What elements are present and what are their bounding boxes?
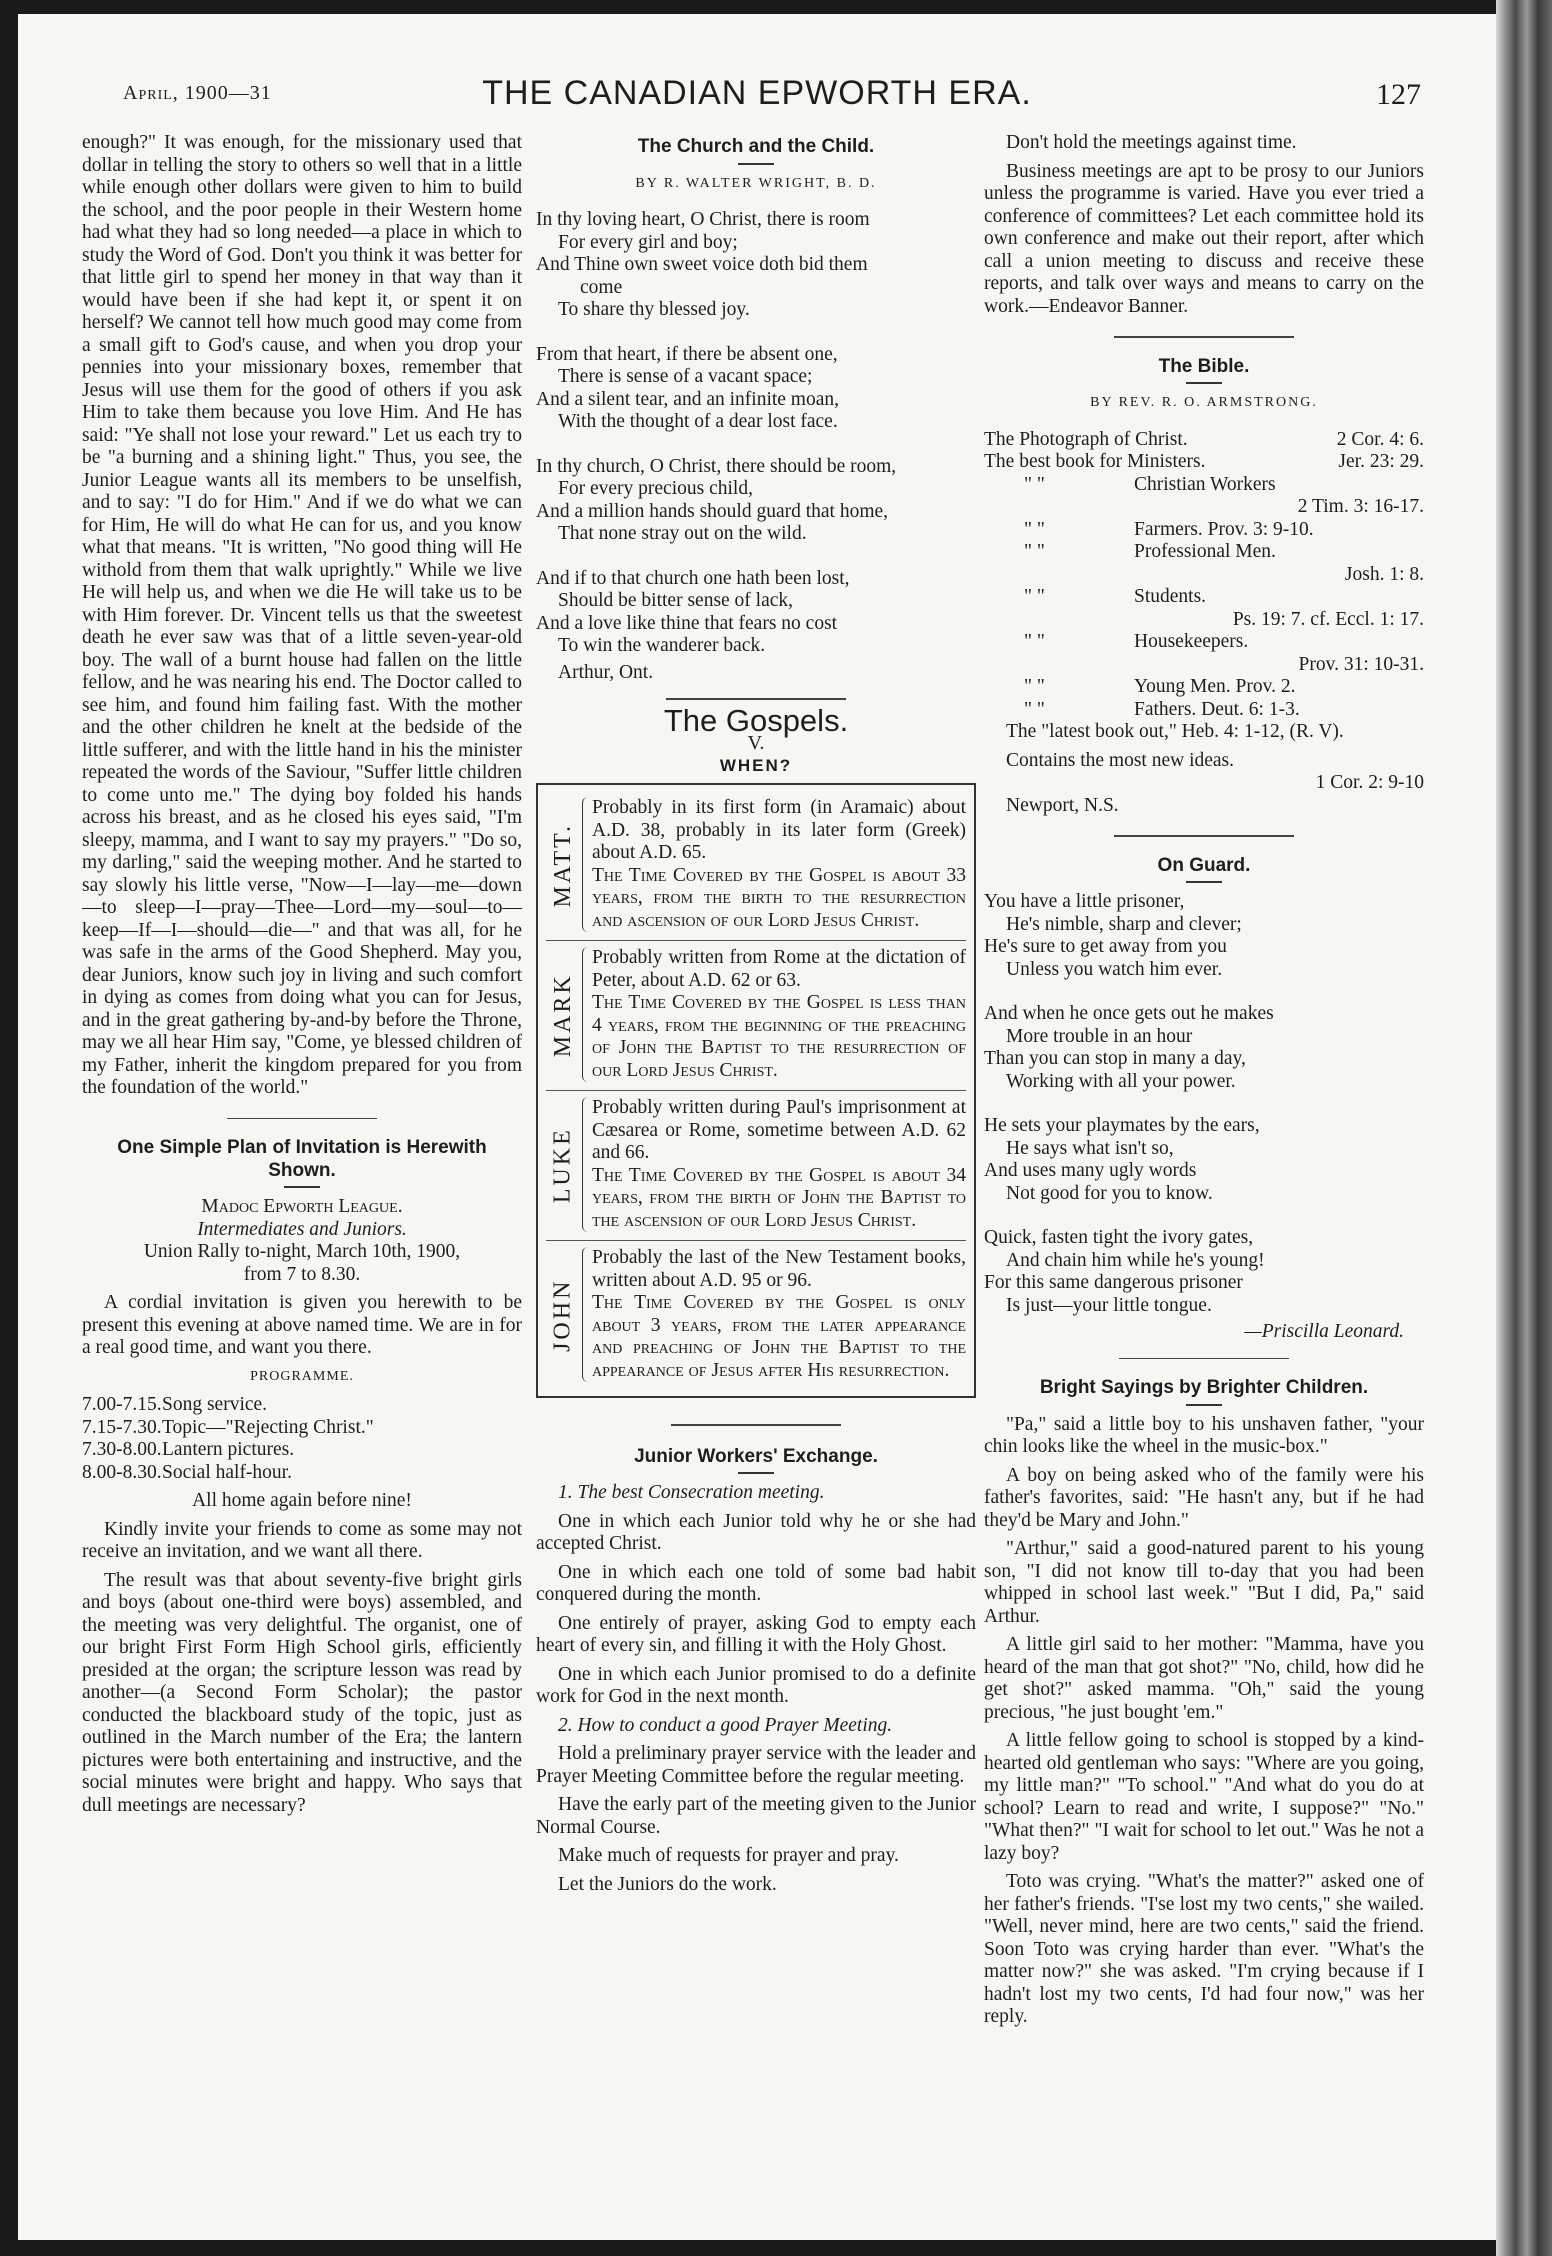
bible-row: " " Students. (1024, 586, 1207, 607)
jwe-paragraph: Have the early part of the meeting given to the Junior Normal Course. (536, 1794, 976, 1838)
bible-byline: BY REV. R. O. ARMSTRONG. (1090, 395, 1318, 410)
divider (738, 1472, 774, 1474)
gospel-mark (546, 941, 966, 1091)
bright-title: Bright Sayings by Brighter Children. (1039, 1377, 1369, 1398)
bible-row: 2 Tim. 3: 16-17. (1297, 496, 1424, 517)
league-sub: Intermediates and Juniors. (197, 1218, 407, 1240)
home-again: All home again before nine! (192, 1490, 412, 1511)
poem-byline: BY R. WALTER WRIGHT, B. D. (635, 175, 877, 191)
divider (1186, 382, 1222, 384)
bible-list (984, 429, 1424, 722)
kindly-text: Kindly invite your friends to come as some may not receive an invitation, and we want all there. (82, 1518, 522, 1562)
bible-row: The best book for Ministers. Jer. 23: 29. (984, 451, 1424, 472)
programme-item: 7.15-7.30. Topic—"Rejecting Christ." (82, 1416, 374, 1438)
jwe-paragraph: One in which each Junior promised to do a definite work for God in the next month. (536, 1663, 976, 1707)
column-middle (536, 132, 976, 1902)
gospel-written: Probably in its first form (in Aramaic) about A.D. 38, probably in its later form (Greek) about A.D. 65. (592, 797, 966, 863)
divider (1114, 835, 1294, 837)
divider (738, 163, 774, 165)
bright-saying: "Pa," said a little boy to his unshaven father, "your chin looks like the wheel in the music-box." (984, 1413, 1424, 1457)
jwe-paragraph: One entirely of prayer, asking God to empty each heart of every sin, and filling it with the Holy Ghost. (536, 1612, 976, 1656)
gospel-name: MARK (549, 973, 576, 1058)
bright-saying: A little girl said to her mother: "Mamma, have you heard of the man that got shot?" "No, child, how did he get shot?" asked mamma. "Oh," said the young precious, "he just bought 'em." (984, 1634, 1424, 1723)
guard-stanza: You have a little prisoner, He's nimble, sharp and clever; He's sure to get away from you Unless you watch him ever. (984, 891, 1242, 980)
gospel-luke (546, 1091, 966, 1241)
column-left (82, 132, 522, 1823)
gospels-table (536, 783, 976, 1398)
divider (1114, 336, 1294, 338)
bible-row: Ps. 19: 7. cf. Eccl. 1: 17. (1232, 608, 1424, 630)
poem-stanza: In thy loving heart, O Christ, there is room For every girl and boy; And Thine own sweet voice doth bid them come To share thy blessed joy. (536, 209, 870, 320)
result-text: The result was that about seventy-five bright girls and boys (about one-third were boys) assembled, and the meeting was very delightful. The organist, one of our bright First Form High School girls, efficiently presided at the organ; the scripture lesson was read by another—(a Second Form Scholar); the pastor conducted the blackboard study of the topic, just as outlined in the March number of the Era; the lantern pictures were both entertaining and instructive, and the social minutes were bright and happy. Who says that dull meetings are necessary? (82, 1569, 522, 1816)
book-spine (1496, 0, 1552, 2256)
missionary-story: enough?" It was enough, for the missionary used that dollar in telling the story to others so well that in a little while enough other dollars were given to him to build the school, and the poor people in their Western home had what they had so long needed—a place in which to study the Word of God. Don't you think it was better for that little girl to spend her money in that way than it would have been if she had kept it, or spent it on herself? We cannot tell how much good may come from a small gift to God's cause, and when you drop your pennies into your missionary boxes, remember that Jesus will use them for the good of others if you ask Him to take them because you love Him. And He has said: "Ye shall not lose your reward." Let us each try to be "a burning and a shining light." Thus, you see, the Junior League wants all its members to be unselfish, and to say: "I do for Him." And if we do what we can for Him, He will do what He can for us, and you know what that means. "It is written, "No good thing will He withold from them that walk uprightly." While we live He will help us, and when we die He will take us to be with Him forever. Dr. Vincent tells us that the sweetest death he ever saw was that of a little seven-year-old boy. The wall of a burnt house had fallen on the little fellow, and he was nearing his end. The Doctor called to see him, and found him failing fast. With the mother and the other children he knelt at the bedside of the little sufferer, and with the little hand in his the minister repeated the words of the Saviour, "Suffer little children to come unto me." The dying boy folded his hands across his breast, and as he closed his eyes said, "I'm sleepy, mamma, and I want to say my prayers." "Do so, my darling," said the weeping mother. And he started to say slowly his little verse, "Now—I—lay—me—down—to sleep—I—pray—Thee—Lord—my—soul—to—keep—If—I—should—die—" and that was all, for he was safe in the arms of the Good Shepherd. May you, dear Juniors, know such joy in living and such comfort in dying as comes from doing what you can for Jesus, and in the great gathering by-and-by before the Throne, may we all hear Him say, "Come, ye blessed children of my Father, inherit the kingdom prepared for you from the foundation of the world." (82, 132, 522, 1098)
issue-date: April, 1900—31 (123, 82, 272, 104)
page (18, 14, 1496, 2240)
gospels-number: V. (747, 732, 765, 754)
gospel-name: JOHN (549, 1278, 576, 1353)
guard-title: On Guard. (1157, 854, 1251, 876)
league-name: Madoc Epworth League. (201, 1196, 403, 1217)
poem-place: Arthur, Ont. (558, 661, 654, 683)
gospel-written: Probably written during Paul's imprisonment at Cæsarea or Rome, sometime between A.D. 62 and 66. (592, 1097, 966, 1163)
bright-saying: "Arthur," said a good-natured parent to his young son, "I did not know till to-day that you had been whipped in school last week." "But I did, Pa," said Arthur. (984, 1538, 1424, 1627)
poem-stanza: From that heart, if there be absent one, There is sense of a vacant space; And a silent tear, and an infinite moan, With the thought of a dear lost face. (536, 343, 840, 432)
bible-row: Josh. 1: 8. (1344, 563, 1424, 585)
page-number: 127 (1376, 78, 1421, 111)
bright-saying: A boy on being asked who of the family were his father's favorites, said: "He hasn't any, but if he had they'd be Mary and John." (984, 1464, 1424, 1531)
jwe-section-2: 2. How to conduct a good Prayer Meeting. (558, 1714, 893, 1736)
divider (1186, 1404, 1222, 1406)
programme-item: 7.00-7.15. Song service. (82, 1394, 268, 1415)
divider (227, 1118, 377, 1120)
column-right (984, 132, 1424, 2035)
jwe-title: Junior Workers' Exchange. (634, 1445, 878, 1467)
jwe-paragraph: One in which each one told of some bad habit conquered during the month. (536, 1561, 976, 1605)
gospel-covered: The Time Covered by the Gospel is about 33 years, from the birth to the resurrection and ascension of our Lord Jesus Christ. (592, 864, 966, 931)
gospel-covered: The Time Covered by the Gospel is only about 3 years, from the later appearance and preaching of John the Baptist to the appearance of Jesus after His resurrection. (592, 1292, 966, 1381)
jwe-paragraph: Make much of requests for prayer and pray. (558, 1845, 899, 1866)
programme-label: PROGRAMME. (250, 1368, 354, 1384)
bible-row: " " Housekeepers. (1024, 631, 1249, 652)
bible-row: " " Farmers. Prov. 3: 9-10. (1024, 518, 1314, 540)
invitation-heading: One Simple Plan of Invitation is Herewith Shown. (117, 1137, 487, 1181)
bible-title: The Bible. (1158, 355, 1250, 377)
magazine-title: THE CANADIAN EPWORTH ERA. (482, 74, 1032, 112)
page-header (58, 74, 1456, 118)
guard-stanza: And when he once gets out he makes More trouble in an hour Than you can stop in many a day, Working with all your power. (984, 1003, 1274, 1092)
meetings-para: Don't hold the meetings against time. (1006, 132, 1297, 153)
divider (1119, 1358, 1289, 1360)
bible-row: " " Young Men. Prov. 2. (1024, 676, 1296, 697)
jwe-paragraph: Hold a preliminary prayer service with the leader and Prayer Meeting Committee before the regular meeting. (536, 1743, 976, 1787)
poem-stanza: In thy church, O Christ, there should be room, For every precious child, And a million hands should guard that home, That none stray out on the wild. (536, 455, 897, 544)
divider (666, 698, 846, 700)
divider (671, 1424, 841, 1426)
programme-item: 7.30-8.00. Lantern pictures. (82, 1439, 295, 1460)
poem-title: The Church and the Child. (637, 136, 875, 157)
gospel-name: LUKE (549, 1127, 576, 1204)
gospels-when: WHEN? (719, 755, 793, 775)
gospel-written: Probably the last of the New Testament books, written about A.D. 95 or 96. (592, 1247, 966, 1291)
jwe-paragraph: Let the Juniors do the work. (558, 1873, 777, 1895)
bible-row: " " Christian Workers (1024, 473, 1276, 495)
bible-row: " " Professional Men. (1024, 541, 1276, 562)
bible-row: The Photograph of Christ. 2 Cor. 4: 6. (984, 428, 1424, 450)
gospel-covered: The Time Covered by the Gospel is less than 4 years, from the beginning of the preaching of John the Baptist to the resurrection of our Lord Jesus Christ. (592, 992, 966, 1081)
jwe-paragraph: One in which each Junior told why he or she had accepted Christ. (536, 1510, 976, 1554)
divider (1186, 881, 1222, 883)
guard-stanza: He sets your playmates by the ears, He says what isn't so, And uses many ugly words Not good for you to know. (984, 1115, 1260, 1204)
rally-line-1: Union Rally to-night, March 10th, 1900, (143, 1241, 461, 1262)
bright-saying: Toto was crying. "What's the matter?" asked one of her father's friends. "I'se lost my two cents," she wailed. "Well, never mind, here are two cents," said the friend. Soon Toto was crying harder than ever. "What's the matter now?" she was asked. "I'm crying because if I hadn't lost my two cents, I'd had four now," was her reply. (984, 1871, 1424, 2027)
divider (284, 1186, 320, 1188)
bible-row: " " Fathers. Deut. 6: 1-3. (1024, 698, 1300, 720)
gospel-john (546, 1241, 966, 1390)
invitation-text: A cordial invitation is given you herewith to be present this evening at above named time. We are in for a real good time, and want you there. (82, 1292, 522, 1358)
gospel-matthew (546, 791, 966, 941)
bible-newest-ref: 1 Cor. 2: 9-10 (1315, 772, 1424, 793)
bible-latest: The "latest book out," Heb. 4: 1-12, (R. V). (1006, 721, 1344, 742)
gospel-covered: The Time Covered by the Gospel is about 34 years, from the birth of John the Baptist to the ascension of our Lord Jesus Christ. (592, 1164, 966, 1231)
programme-list (82, 1394, 522, 1484)
poem-stanza: And if to that church one hath been lost, Should be bitter sense of lack, And a love like thine that fears no cost To win the wanderer back. (536, 567, 850, 656)
gospel-name: MATT. (549, 823, 576, 908)
jwe-section-1: 1. The best Consecration meeting. (558, 1482, 825, 1503)
bible-newest: Contains the most new ideas. (1006, 749, 1235, 771)
guard-stanza: Quick, fasten tight the ivory gates, And chain him while he's young! For this same dangerous prisoner Is just—your little tongue. (984, 1227, 1265, 1316)
programme-item: 8.00-8.30. Social half-hour. (82, 1461, 292, 1483)
gospels-title: The Gospels. (663, 702, 849, 738)
gospel-written: Probably written from Rome at the dictation of Peter, about A.D. 62 or 63. (592, 947, 966, 991)
guard-author: —Priscilla Leonard. (1244, 1321, 1404, 1342)
bible-row: Prov. 31: 10-31. (1298, 653, 1424, 675)
bright-saying: A little fellow going to school is stopped by a kind-hearted old gentleman who says: "Where are you going, my little man?" "To school." "And what do you do at school? Learn to read and write, I suppose?" "No." "What then?" "I wait for school to let out." Was he not a lazy boy? (984, 1730, 1424, 1864)
rally-line-2: from 7 to 8.30. (243, 1263, 361, 1285)
meetings-para: Business meetings are apt to be prosy to our Juniors unless the programme is varied. Have you ever tried a conference of committees? Let each committee hold its own conference and make out their report, after which call a union meeting to discuss and receive these reports, and talk over ways and means to carry on the work.—Endeavor Banner. (984, 160, 1424, 317)
bible-place: Newport, N.S. (1006, 794, 1119, 816)
